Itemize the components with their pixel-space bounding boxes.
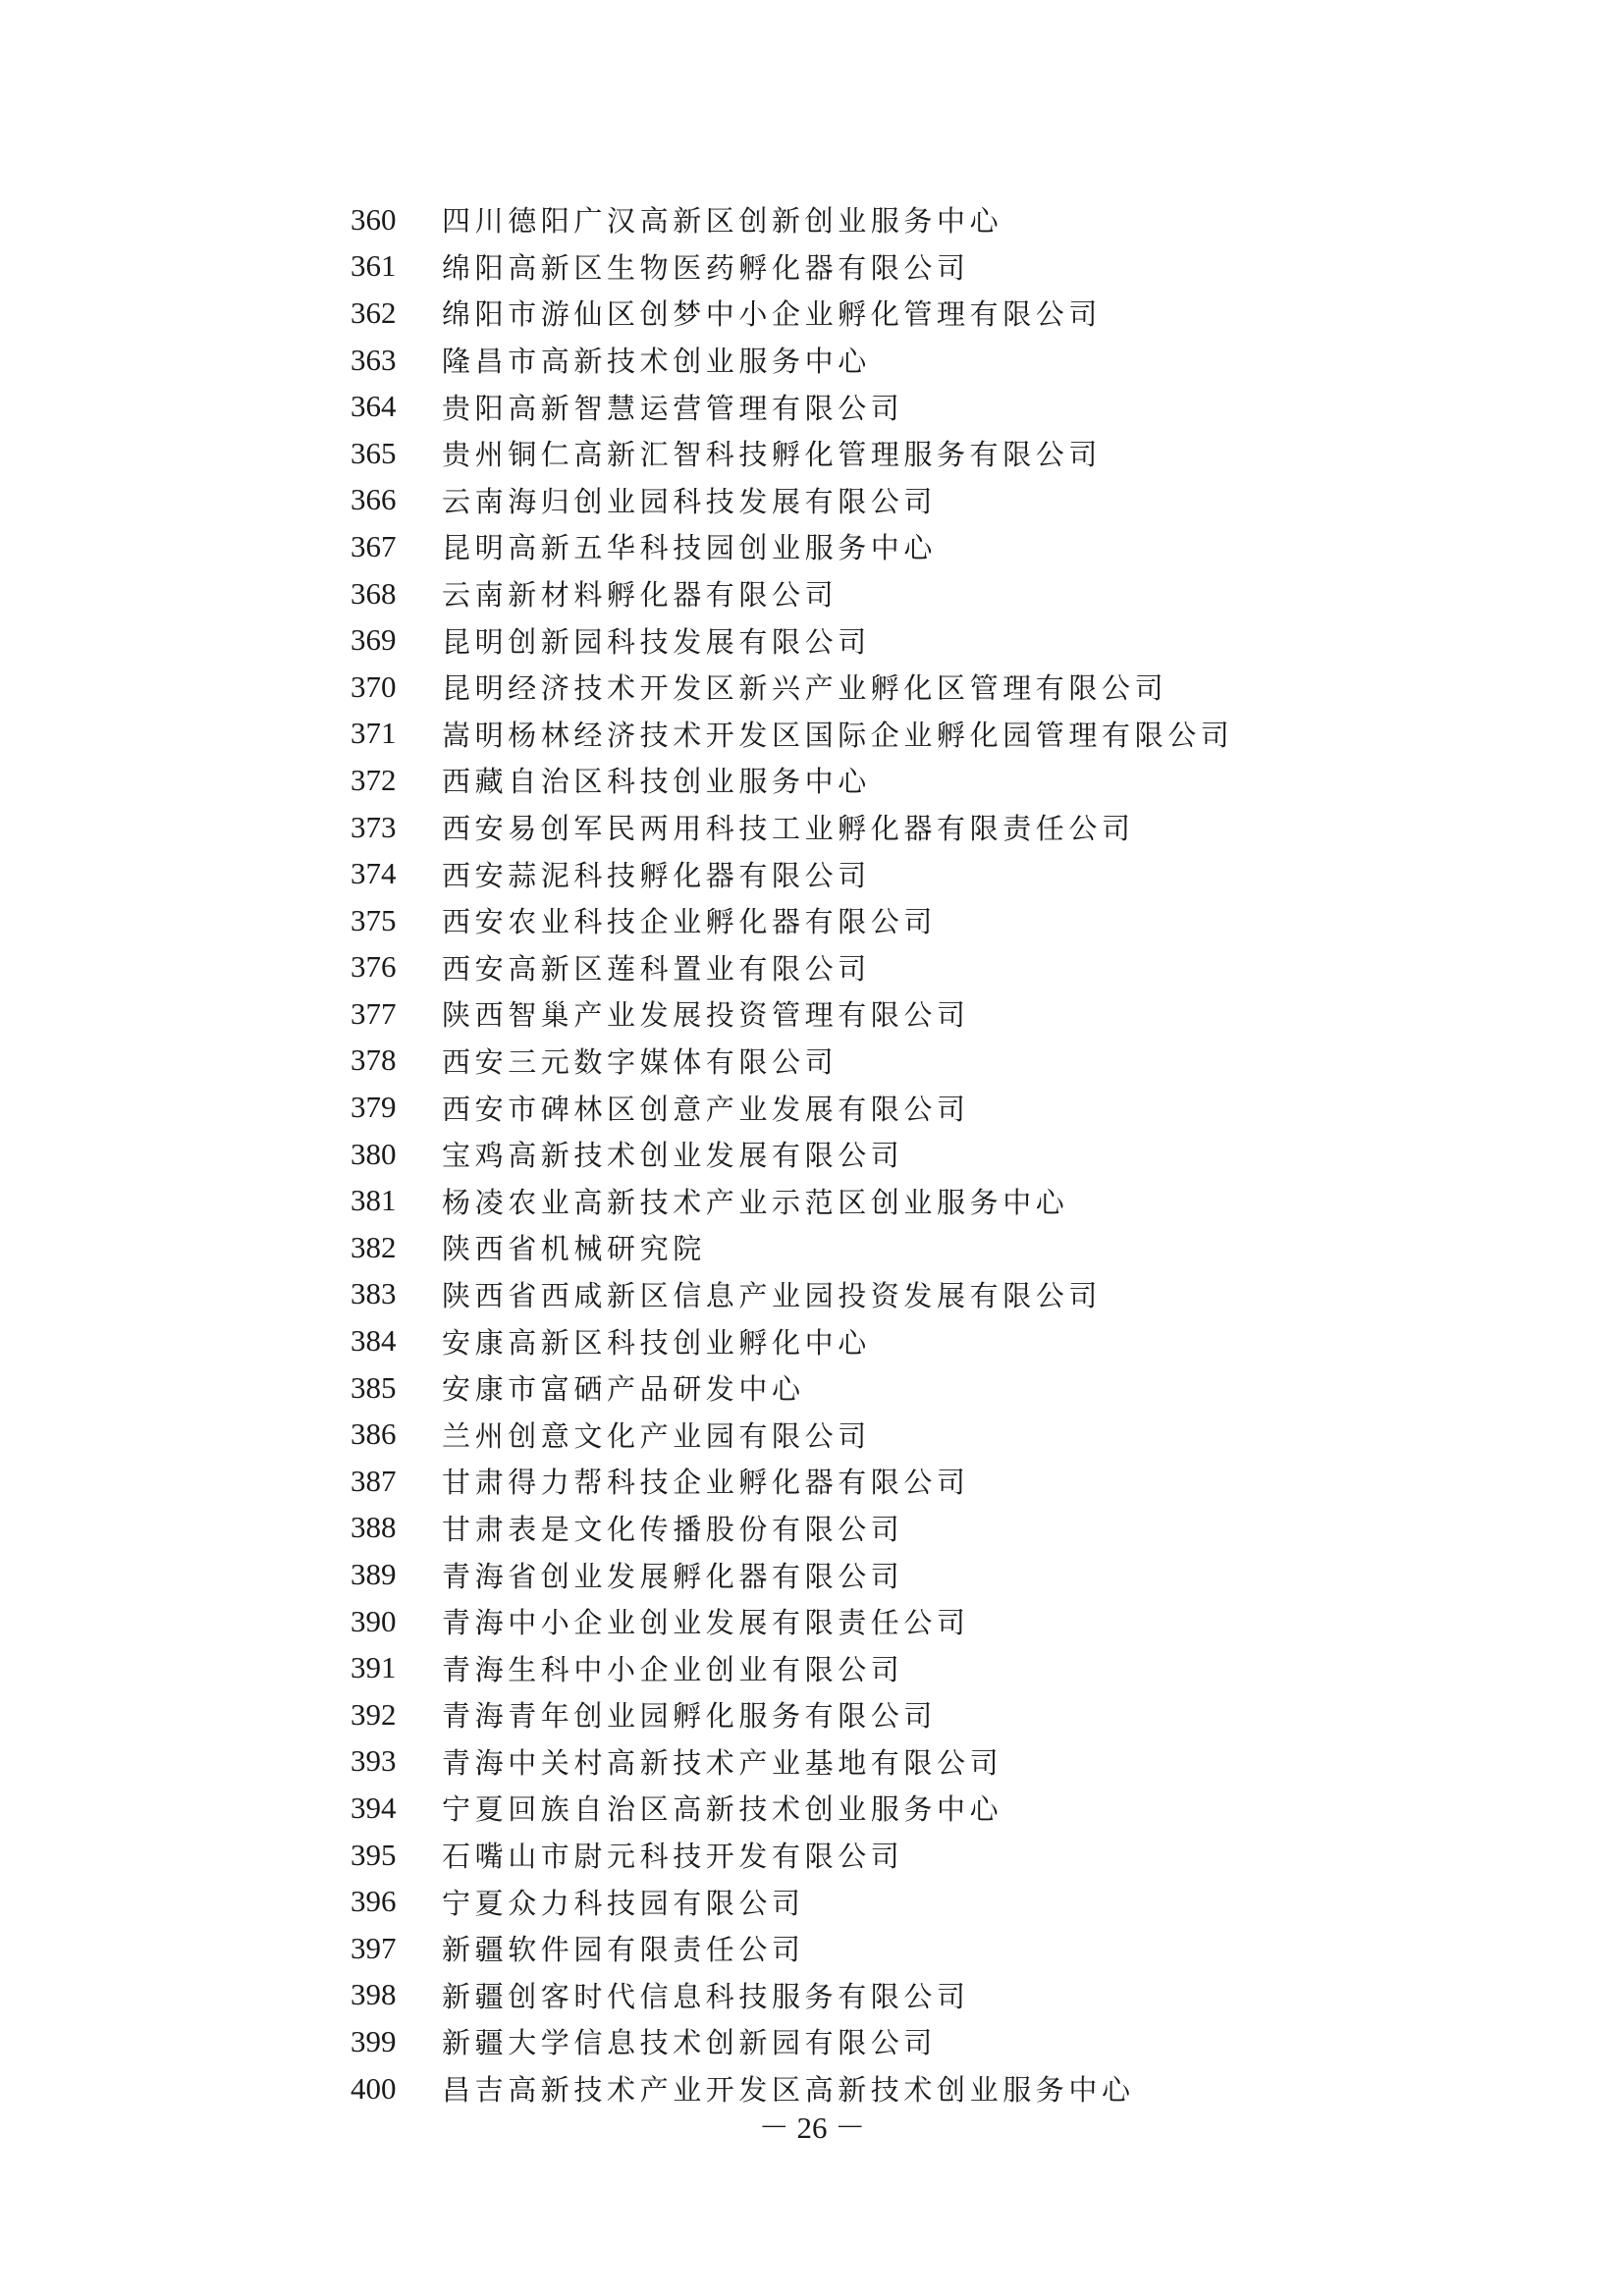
entry-number: 396 — [351, 1884, 397, 1919]
entry-number: 367 — [351, 528, 397, 563]
list-item — [351, 1364, 1233, 1412]
entry-name: 四川德阳广汉高新区创新创业服务中心 — [442, 204, 1003, 239]
entry-name: 石嘴山市尉元科技开发有限公司 — [442, 1840, 904, 1874]
list-item — [351, 2018, 1233, 2065]
entry-name: 云南海归创业园科技发展有限公司 — [442, 484, 938, 518]
list-item — [351, 711, 1233, 758]
list-item — [351, 430, 1233, 477]
list-item — [351, 1551, 1233, 1598]
list-item — [351, 1084, 1233, 1131]
list-item — [351, 1925, 1233, 1972]
list-item — [351, 664, 1233, 711]
entry-name: 嵩明杨林经济技术开发区国际企业孵化园管理有限公司 — [442, 718, 1234, 752]
entry-name: 西安高新区莲科置业有限公司 — [442, 951, 871, 986]
entry-name: 西安农业科技企业孵化器有限公司 — [442, 905, 938, 939]
list-item — [351, 897, 1233, 944]
entry-number: 369 — [351, 622, 397, 658]
incubator-list — [351, 196, 1233, 2111]
entry-number: 379 — [351, 1090, 397, 1125]
list-item — [351, 1832, 1233, 1879]
list-item — [351, 1131, 1233, 1178]
entry-name: 新疆软件园有限责任公司 — [442, 1933, 805, 1967]
entry-name: 昆明高新五华科技园创业服务中心 — [442, 531, 938, 565]
entry-number: 363 — [351, 342, 397, 377]
entry-number: 382 — [351, 1229, 397, 1264]
entry-number: 395 — [351, 1837, 397, 1872]
list-item — [351, 1317, 1233, 1364]
entry-name: 绵阳市游仙区创梦中小企业孵化管理有限公司 — [442, 297, 1103, 332]
entry-name: 杨凌农业高新技术产业示范区创业服务中心 — [442, 1185, 1069, 1219]
list-item — [351, 944, 1233, 991]
list-item — [351, 1224, 1233, 1271]
list-item — [351, 1458, 1233, 1505]
entry-number: 375 — [351, 902, 397, 937]
list-item — [351, 1691, 1233, 1738]
entry-number: 366 — [351, 482, 397, 517]
list-item — [351, 1972, 1233, 2019]
entry-name: 西安三元数字媒体有限公司 — [442, 1044, 839, 1079]
entry-number: 374 — [351, 856, 397, 891]
entry-name: 宁夏回族自治区高新技术创业服务中心 — [442, 1792, 1003, 1827]
entry-name: 贵州铜仁高新汇智科技孵化管理服务有限公司 — [442, 438, 1103, 472]
entry-number: 394 — [351, 1789, 397, 1825]
entry-name: 安康高新区科技创业孵化中心 — [442, 1325, 871, 1360]
entry-number: 386 — [351, 1416, 397, 1452]
entry-name: 甘肃得力帮科技企业孵化器有限公司 — [442, 1466, 970, 1500]
entry-number: 389 — [351, 1557, 397, 1592]
entry-number: 380 — [351, 1136, 397, 1171]
entry-name: 陕西智巢产业发展投资管理有限公司 — [442, 998, 970, 1033]
entry-number: 365 — [351, 435, 397, 470]
entry-number: 376 — [351, 949, 397, 985]
list-item — [351, 570, 1233, 617]
entry-name: 西安易创军民两用科技工业孵化器有限责任公司 — [442, 812, 1135, 846]
entry-number: 393 — [351, 1743, 397, 1779]
entry-name: 昌吉高新技术产业开发区高新技术创业服务中心 — [442, 2073, 1135, 2108]
entry-name: 陕西省机械研究院 — [442, 1232, 706, 1266]
entry-number: 372 — [351, 762, 397, 797]
list-item — [351, 1505, 1233, 1552]
entry-number: 368 — [351, 575, 397, 611]
list-item — [351, 1738, 1233, 1786]
entry-name: 陕西省西咸新区信息产业园投资发展有限公司 — [442, 1278, 1103, 1312]
list-item — [351, 196, 1233, 243]
entry-name: 青海省创业发展孵化器有限公司 — [442, 1559, 904, 1593]
list-item — [351, 1598, 1233, 1645]
entry-name: 昆明创新园科技发展有限公司 — [442, 624, 871, 659]
list-item — [351, 1878, 1233, 1925]
entry-number: 360 — [351, 201, 397, 237]
list-item — [351, 290, 1233, 337]
entry-number: 361 — [351, 248, 397, 284]
list-item — [351, 804, 1233, 851]
list-item — [351, 1271, 1233, 1318]
entry-name: 新疆大学信息技术创新园有限公司 — [442, 2026, 938, 2060]
list-item — [351, 337, 1233, 384]
entry-name: 绵阳高新区生物医药孵化器有限公司 — [442, 250, 970, 285]
entry-number: 385 — [351, 1369, 397, 1405]
entry-number: 371 — [351, 716, 397, 751]
entry-number: 390 — [351, 1603, 397, 1638]
entry-name: 西安蒜泥科技孵化器有限公司 — [442, 858, 871, 892]
entry-number: 383 — [351, 1276, 397, 1311]
entry-number: 388 — [351, 1510, 397, 1545]
entry-number: 377 — [351, 995, 397, 1031]
entry-name: 青海青年创业园孵化服务有限公司 — [442, 1699, 938, 1734]
entry-name: 西藏自治区科技创业服务中心 — [442, 765, 871, 799]
entry-name: 西安市碑林区创意产业发展有限公司 — [442, 1092, 970, 1126]
entry-name: 青海中小企业创业发展有限责任公司 — [442, 1606, 970, 1640]
entry-number: 398 — [351, 1977, 397, 2012]
entry-name: 青海中关村高新技术产业基地有限公司 — [442, 1745, 1003, 1780]
entry-name: 贵阳高新智慧运营管理有限公司 — [442, 391, 904, 425]
entry-name: 新疆创客时代信息科技服务有限公司 — [442, 1979, 970, 2013]
entry-number: 373 — [351, 809, 397, 844]
entry-number: 387 — [351, 1463, 397, 1498]
entry-number: 362 — [351, 294, 397, 330]
entry-name: 兰州创意文化产业园有限公司 — [442, 1418, 871, 1453]
entry-number: 378 — [351, 1042, 397, 1078]
entry-name: 宝鸡高新技术创业发展有限公司 — [442, 1139, 904, 1173]
entry-name: 甘肃表是文化传播股份有限公司 — [442, 1512, 904, 1546]
list-item — [351, 523, 1233, 570]
entry-number: 399 — [351, 2023, 397, 2058]
list-item — [351, 477, 1233, 524]
list-item — [351, 990, 1233, 1038]
entry-name: 隆昌市高新技术创业服务中心 — [442, 345, 871, 379]
list-item — [351, 1038, 1233, 1085]
list-item — [351, 757, 1233, 804]
entry-number: 397 — [351, 1930, 397, 1965]
list-item — [351, 1644, 1233, 1691]
list-item — [351, 1785, 1233, 1832]
page-number: － 26 － — [758, 2110, 866, 2145]
list-item — [351, 383, 1233, 430]
entry-number: 370 — [351, 668, 397, 704]
entry-number: 364 — [351, 389, 397, 424]
list-item — [351, 243, 1233, 291]
list-item — [351, 850, 1233, 897]
entry-number: 384 — [351, 1323, 397, 1359]
entry-name: 安康市富硒产品研发中心 — [442, 1372, 805, 1407]
list-item — [351, 1411, 1233, 1458]
entry-name: 青海生科中小企业创业有限公司 — [442, 1652, 904, 1686]
entry-name: 宁夏众力科技园有限公司 — [442, 1886, 805, 1920]
entry-number: 391 — [351, 1650, 397, 1685]
list-item — [351, 1177, 1233, 1224]
entry-name: 昆明经济技术开发区新兴产业孵化区管理有限公司 — [442, 671, 1168, 706]
list-item — [351, 616, 1233, 664]
entry-number: 392 — [351, 1696, 397, 1732]
entry-number: 381 — [351, 1183, 397, 1218]
entry-name: 云南新材料孵化器有限公司 — [442, 578, 839, 613]
entry-number: 400 — [351, 2070, 397, 2106]
